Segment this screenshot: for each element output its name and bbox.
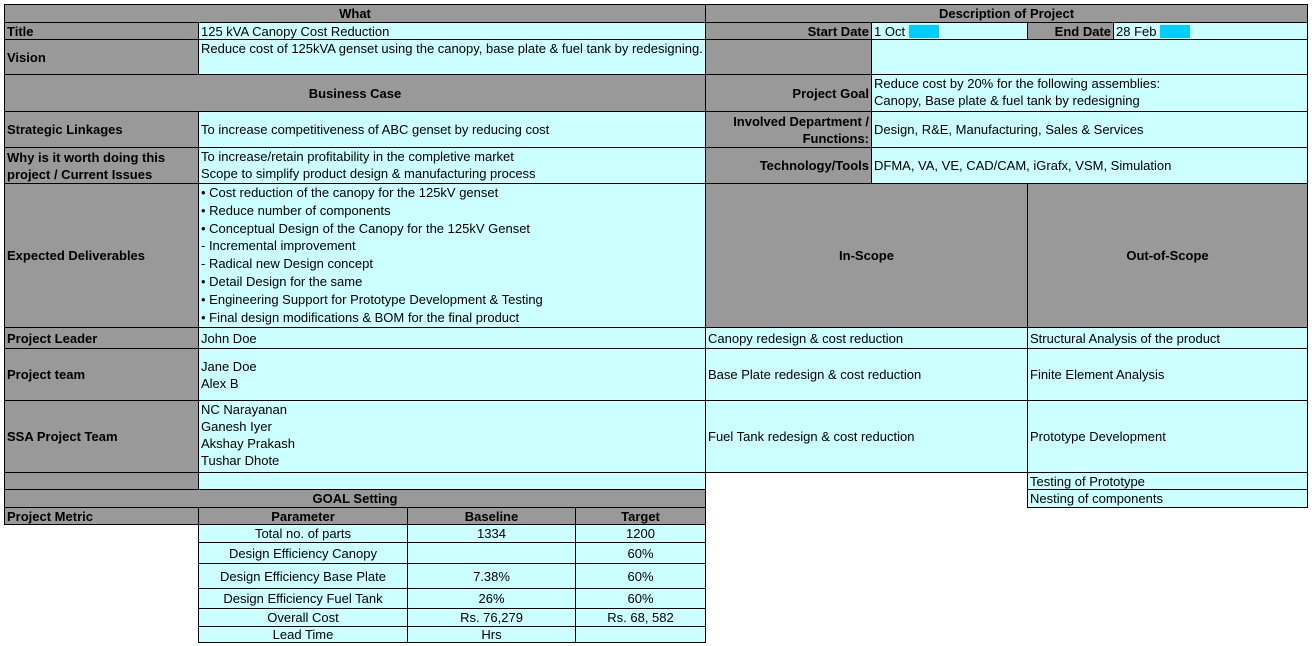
goal-target: 60% [575, 563, 706, 589]
goal-target: 60% [575, 588, 706, 609]
deliverable-item: • Conceptual Design of the Canopy for the 125kV Genset [201, 220, 531, 236]
out-of-scope-header: Out-of-Scope [1027, 183, 1308, 328]
goal-param: Total no. of parts [198, 524, 408, 543]
goal-target: 1200 [575, 524, 706, 543]
deliverable-item: • Final design modifications & BOM for the final product [201, 309, 520, 325]
ssa-member: Tushar Dhote [201, 453, 280, 468]
worth-value [198, 147, 706, 184]
deliverable-item: • Reduce number of components [201, 202, 391, 218]
deliverables-label: Expected Deliverables [4, 183, 199, 328]
blank-label [4, 472, 199, 490]
ssa-member: NC Narayanan [201, 402, 287, 417]
team-label: Project team [4, 348, 199, 401]
in-scope-item: Canopy redesign & cost reduction [705, 327, 1028, 349]
worth-line-2: Scope to simplify product design & manufacturing process [201, 166, 536, 181]
out-scope-item: Prototype Development [1027, 400, 1308, 473]
deliverables-list [198, 183, 706, 328]
end-date-value [1113, 22, 1308, 40]
project-goal-line-1: Reduce cost by 20% for the following assemblies: [874, 76, 1161, 91]
in-scope-item: Fuel Tank redesign & cost reduction [705, 400, 1028, 473]
goal-baseline: 7.38% [407, 563, 576, 589]
deliverable-item: • Engineering Support for Prototype Development & Testing [201, 291, 543, 307]
out-scope-item: Structural Analysis of the product [1027, 327, 1308, 349]
involved-value: Design, R&E, Manufacturing, Sales & Services [871, 111, 1308, 148]
goal-baseline: Rs. 76,279 [407, 608, 576, 627]
goal-col-target: Target [575, 507, 706, 525]
description-header: Description of Project [705, 4, 1308, 23]
start-date-value [871, 22, 1028, 40]
goal-param: Overall Cost [198, 608, 408, 627]
goal-param: Design Efficiency Fuel Tank [198, 588, 408, 609]
ssa-member: Ganesh Iyer [201, 419, 272, 434]
deliverable-item: - Radical new Design concept [201, 256, 373, 272]
business-case-header: Business Case [4, 74, 706, 112]
goal-target: Rs. 68, 582 [575, 608, 706, 627]
strategic-value: To increase competitiveness of ABC genset by reducing cost [198, 111, 706, 148]
goal-baseline [407, 542, 576, 564]
end-date-text: 28 Feb [1116, 23, 1157, 39]
blank-value [198, 472, 706, 490]
redaction-mark [909, 25, 939, 38]
team-member: Jane Doe [201, 358, 257, 374]
goal-baseline: 1334 [407, 524, 576, 543]
goal-col-baseline: Baseline [407, 507, 576, 525]
goal-target: 60% [575, 542, 706, 564]
project-goal-value [871, 74, 1308, 112]
what-header: What [4, 4, 706, 23]
leader-value: John Doe [198, 327, 706, 349]
goal-baseline: Hrs [407, 626, 576, 643]
project-goal-line-2: Canopy, Base plate & fuel tank by redesigning [874, 93, 1140, 108]
leader-label: Project Leader [4, 327, 199, 349]
in-scope-item: Base Plate redesign & cost reduction [705, 348, 1028, 401]
tech-label: Technology/Tools [705, 147, 872, 184]
end-date-label: End Date [1027, 22, 1114, 40]
vision-spacer-value [871, 39, 1308, 75]
goal-param: Design Efficiency Canopy [198, 542, 408, 564]
deliverable-item: • Detail Design for the same [201, 273, 363, 289]
project-goal-label: Project Goal [705, 74, 872, 112]
goal-target [575, 626, 706, 643]
title-label: Title [4, 22, 199, 40]
goal-col-parameter: Parameter [198, 507, 408, 525]
deliverable-item: - Incremental improvement [201, 238, 356, 254]
out-scope-item: Finite Element Analysis [1027, 348, 1308, 401]
vision-label: Vision [4, 39, 199, 75]
tech-value: DFMA, VA, VE, CAD/CAM, iGrafx, VSM, Simulation [871, 147, 1308, 184]
goal-baseline: 26% [407, 588, 576, 609]
ssa-members [198, 400, 706, 473]
goal-param: Lead Time [198, 626, 408, 643]
deliverable-item: • Cost reduction of the canopy for the 125kV genset [201, 185, 499, 200]
out-scope-item: Nesting of components [1027, 489, 1308, 508]
worth-label: Why is it worth doing this project / Current Issues [4, 147, 199, 184]
out-scope-item: Testing of Prototype [1027, 472, 1308, 490]
worth-line-1: To increase/retain profitability in the completive market [201, 149, 514, 164]
vision-spacer [705, 39, 872, 75]
goal-setting-header: GOAL Setting [4, 489, 706, 508]
involved-label: Involved Department / Functions: [705, 111, 872, 148]
team-members [198, 348, 706, 401]
goal-param: Design Efficiency Base Plate [198, 563, 408, 589]
strategic-label: Strategic Linkages [4, 111, 199, 148]
ssa-member: Akshay Prakash [201, 436, 295, 451]
team-member: Alex B [201, 375, 239, 391]
title-value: 125 kVA Canopy Cost Reduction [198, 22, 706, 40]
start-date-text: 1 Oct [874, 23, 906, 39]
redaction-mark [1160, 25, 1190, 38]
ssa-label: SSA Project Team [4, 400, 199, 473]
vision-value: Reduce cost of 125kVA genset using the canopy, base plate & fuel tank by redesigning. [198, 39, 706, 75]
in-scope-header: In-Scope [705, 183, 1028, 328]
start-date-label: Start Date [705, 22, 872, 40]
project-metric-label: Project Metric [4, 507, 199, 525]
